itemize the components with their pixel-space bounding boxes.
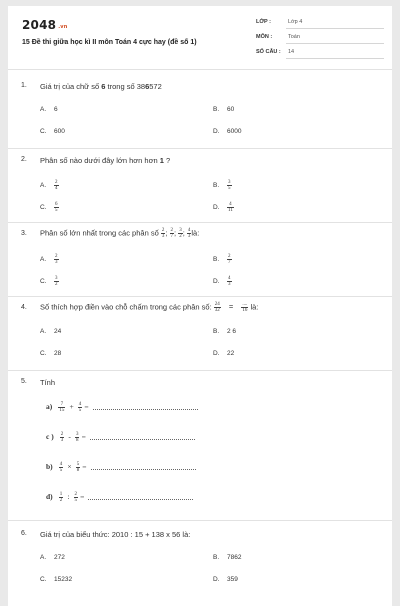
question-number: 6. xyxy=(21,530,27,537)
option-c[interactable]: C. $\frac{6}{5}$ xyxy=(40,202,58,213)
answer-line[interactable] xyxy=(93,409,198,410)
option-b[interactable]: B. $\frac{3}{5}$ xyxy=(213,180,231,191)
option-b[interactable]: B. 2 6 xyxy=(213,328,237,335)
calc-item-a: a) $\frac{7}{15}$ + $\frac{4}{5}$ = xyxy=(46,402,198,413)
subject-field: Toán xyxy=(286,31,384,44)
worksheet-page xyxy=(8,6,392,606)
option-d[interactable]: D. 22 xyxy=(213,350,235,357)
question-text: Giá trị của biểu thức: 2010 : 15 + 138 x 56 là: xyxy=(40,530,191,539)
option-a[interactable]: A. $\frac{2}{3}$ xyxy=(40,254,58,265)
document-title: 15 Đề thi giữa học kì II môn Toán 4 cực hay (đề số 1) xyxy=(22,39,197,46)
question-number: 5. xyxy=(21,378,27,385)
option-a[interactable]: A. 6 xyxy=(40,106,58,113)
question-number: 3. xyxy=(21,230,27,237)
option-a[interactable]: A. 24 xyxy=(40,328,62,335)
answer-line[interactable] xyxy=(88,499,193,500)
question-text: Số thích hợp điền vào chỗ chấm trong các phân số: $\frac{24}{32}$ = $\frac{....}{16}$ là: xyxy=(40,302,259,313)
meta-subject: MÔN : Toán xyxy=(256,31,384,43)
option-c[interactable]: C. $\frac{3}{2}$ xyxy=(40,276,58,287)
question-number: 4. xyxy=(21,304,27,311)
option-d[interactable]: D. 6000 xyxy=(213,128,242,135)
option-d[interactable]: D. 359 xyxy=(213,576,238,583)
question-text: Phân số nào dưới đây lớn hơn hơn 1 ? xyxy=(40,156,171,165)
question-text: Tính xyxy=(40,378,56,387)
question-number: 2. xyxy=(21,156,27,163)
divider xyxy=(8,222,392,223)
meta-class: LỚP : Lớp 4 xyxy=(256,16,384,28)
divider xyxy=(8,148,392,149)
option-c[interactable]: C. 28 xyxy=(40,350,62,357)
option-c[interactable]: C. 600 xyxy=(40,128,65,135)
question-text: Giá trị của chữ số 6 trong số 386572 xyxy=(40,82,162,91)
question-text: Phân số lớn nhất trong các phân số $\frac{2}{3}$ ; $\frac{2}{7}$ ; $\frac{3}{2}$ ; $\frac{4}{3}$ là: xyxy=(40,228,200,239)
option-d[interactable]: D. $\frac{4}{3}$ xyxy=(213,276,231,287)
site-logo[interactable]: 2048 .vn xyxy=(22,18,68,32)
option-a[interactable]: A. $\frac{2}{4}$ xyxy=(40,180,58,191)
question-count-field: 14 xyxy=(286,46,384,59)
worksheet-header xyxy=(8,6,392,70)
meta-question-count: SỐ CÂU : 14 xyxy=(256,46,384,58)
divider xyxy=(8,296,392,297)
option-c[interactable]: C. 15232 xyxy=(40,576,73,583)
option-d[interactable]: D. $\frac{4}{11}$ xyxy=(213,202,233,213)
calc-item-d: d) $\frac{1}{2}$ : $\frac{2}{5}$ = xyxy=(46,492,193,503)
option-b[interactable]: B. 7862 xyxy=(213,554,242,561)
question-number: 1. xyxy=(21,82,27,89)
option-b[interactable]: B. 60 xyxy=(213,106,235,113)
option-a[interactable]: A. 272 xyxy=(40,554,65,561)
answer-line[interactable] xyxy=(91,469,196,470)
calc-item-b: b) $\frac{4}{5}$ × $\frac{5}{8}$ = xyxy=(46,462,196,473)
calc-item-c: c ) $\frac{2}{3}$ - $\frac{3}{8}$ = xyxy=(46,432,195,443)
divider xyxy=(8,370,392,371)
answer-line[interactable] xyxy=(90,439,195,440)
option-b[interactable]: B. $\frac{2}{7}$ xyxy=(213,254,231,265)
class-field: Lớp 4 xyxy=(286,16,384,29)
divider xyxy=(8,520,392,521)
